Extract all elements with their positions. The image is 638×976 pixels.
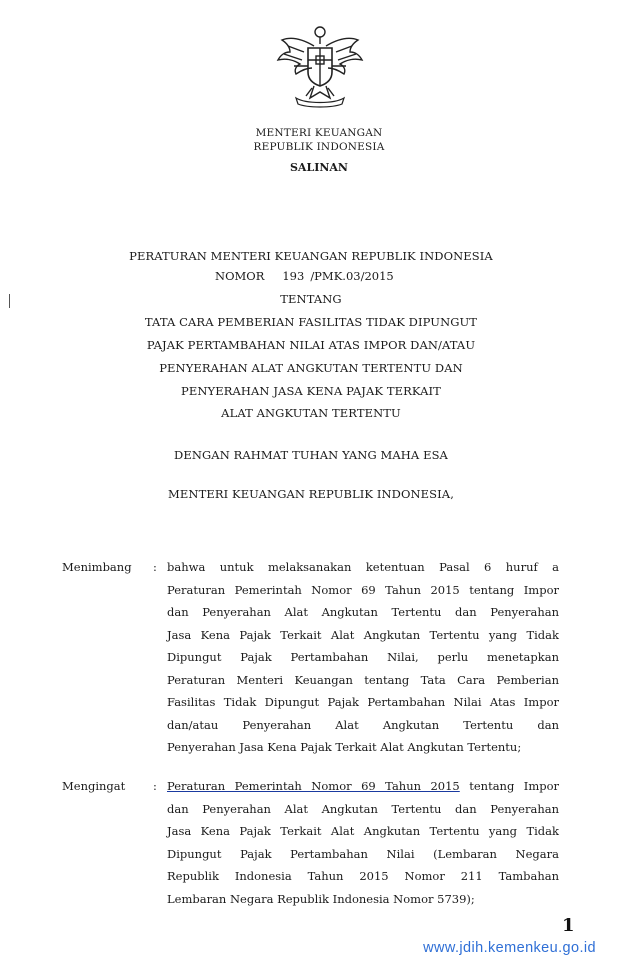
- ministry-name: MENTERI KEUANGAN: [255, 127, 383, 139]
- menimbang-line: Peraturan Pemerintah Nomor 69 Tahun 2015 tentang Impor: [167, 583, 559, 597]
- country-name: REPUBLIK INDONESIA: [253, 141, 385, 153]
- legal-reference-link: Peraturan Pemerintah Nomor 69 Tahun 2015: [167, 779, 460, 793]
- subject-line: TATA CARA PEMBERIAN FASILITAS TIDAK DIPUNGUT: [144, 315, 478, 329]
- menimbang-line: Peraturan Menteri Keuangan tentang Tata Cara Pemberian: [167, 673, 559, 687]
- invocation-line: DENGAN RAHMAT TUHAN YANG MAHA ESA: [174, 448, 448, 462]
- mengingat-line: Lembaran Negara Republik Indonesia Nomor 5739);: [167, 892, 475, 906]
- footer-url-link[interactable]: www.jdih.kemenkeu.go.id: [423, 940, 596, 956]
- mengingat-line: Dipungut Pajak Pertambahan Nilai (Lembaran Negara: [167, 847, 559, 861]
- subject-line: ALAT ANGKUTAN TERTENTU: [221, 406, 401, 420]
- subject-line: PENYERAHAN JASA KENA PAJAK TERKAIT: [181, 384, 441, 398]
- menimbang-line: Penyerahan Jasa Kena Pajak Terkait Alat Angkutan Tertentu;: [167, 740, 522, 754]
- menimbang-colon: :: [153, 560, 157, 574]
- menimbang-line: dan/atau Penyerahan Alat Angkutan Tertentu dan: [167, 718, 559, 732]
- menimbang-line: Dipungut Pajak Pertambahan Nilai, perlu menetapkan: [167, 650, 559, 664]
- nomor-suffix: /PMK.03/2015: [310, 269, 394, 283]
- menimbang-line: dan Penyerahan Alat Angkutan Tertentu dan Penyerahan: [167, 605, 559, 619]
- mengingat-line-first: [167, 779, 559, 793]
- menimbang-label: Menimbang: [62, 560, 132, 574]
- mengingat-label: Mengingat: [62, 779, 126, 793]
- nomor-label: NOMOR: [215, 269, 265, 283]
- mengingat-line: Jasa Kena Pajak Terkait Alat Angkutan Tertentu yang Tidak: [167, 824, 559, 838]
- garuda-emblem-icon: [274, 22, 366, 110]
- regulation-number: [215, 269, 394, 283]
- regulation-title: PERATURAN MENTERI KEUANGAN REPUBLIK INDONESIA: [129, 249, 493, 263]
- page-number-mark: 1: [562, 915, 575, 936]
- subject-line: PENYERAHAN ALAT ANGKUTAN TERTENTU DAN: [159, 361, 463, 375]
- salinan-stamp: SALINAN: [289, 161, 348, 174]
- mengingat-colon: :: [153, 779, 157, 793]
- enacting-authority: MENTERI KEUANGAN REPUBLIK INDONESIA,: [168, 487, 454, 501]
- nomor-number: 193: [282, 269, 305, 283]
- menimbang-line: Fasilitas Tidak Dipungut Pajak Pertambahan Nilai Atas Impor: [167, 695, 559, 709]
- mengingat-line: dan Penyerahan Alat Angkutan Tertentu dan Penyerahan: [167, 802, 559, 816]
- tentang-heading: TENTANG: [280, 292, 342, 306]
- mengingat-line: Republik Indonesia Tahun 2015 Nomor 211 Tambahan: [167, 869, 559, 883]
- subject-line: PAJAK PERTAMBAHAN NILAI ATAS IMPOR DAN/ATAU: [146, 338, 476, 352]
- menimbang-line: Jasa Kena Pajak Terkait Alat Angkutan Tertentu yang Tidak: [167, 628, 559, 642]
- mengingat-first-rest: tentang Impor: [469, 779, 560, 793]
- menimbang-line: bahwa untuk melaksanakan ketentuan Pasal 6 huruf a: [167, 560, 559, 574]
